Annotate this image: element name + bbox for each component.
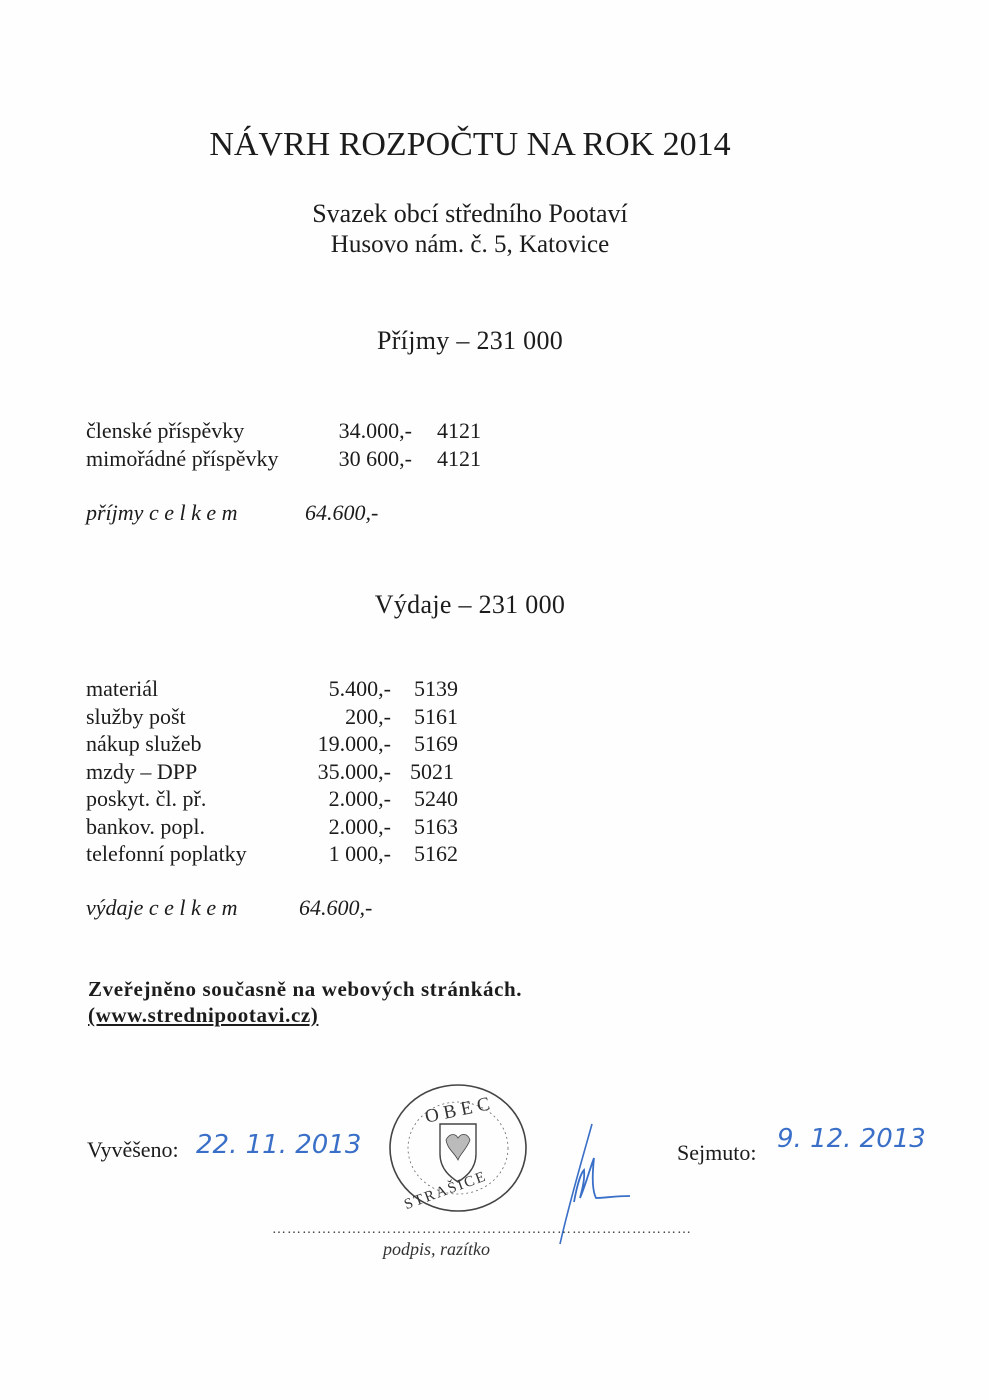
expense-row: [0, 731, 990, 759]
expense-row-label: telefonní poplatky: [86, 841, 247, 866]
expense-row: [0, 841, 990, 869]
income-row-code: 4121: [437, 418, 481, 443]
expense-row-label: služby pošt: [86, 703, 186, 729]
expense-row-label: nákup služeb: [86, 731, 202, 756]
expense-row-code: 5139: [414, 676, 458, 701]
income-row-label: členské příspěvky: [86, 418, 245, 443]
expense-row-amount: 5.400,-: [328, 676, 391, 701]
income-row-amount: 30 600,-: [338, 446, 412, 471]
website-link[interactable]: (www.strednipootavi.cz): [88, 1003, 319, 1027]
official-stamp: [388, 1082, 528, 1219]
income-total-amount: 64.600,-: [305, 500, 379, 525]
expense-row-code: 5161: [414, 703, 458, 729]
expense-row-label: poskyt. čl. př.: [86, 786, 207, 811]
expense-row-amount: 35.000,-: [317, 758, 391, 784]
expense-row-code: 5021: [410, 758, 454, 784]
income-table: [0, 418, 990, 474]
removed-date: 9. 12. 2013: [777, 1124, 926, 1154]
expense-row-code: 5240: [414, 786, 458, 811]
income-row: [0, 446, 990, 474]
posted-label: Vyvěšeno:: [87, 1137, 179, 1162]
organization-name: Svazek obcí středního Pootaví: [312, 199, 628, 228]
signature-caption: podpis, razítko: [383, 1239, 491, 1259]
expense-row-amount: 1 000,-: [328, 841, 391, 866]
organization-address: Husovo nám. č. 5, Katovice: [330, 231, 610, 258]
stamp-bottom-text: STRAŠICE: [402, 1168, 490, 1214]
stamp-top-text: OBEC: [423, 1092, 497, 1128]
expense-row-code: 5162: [414, 841, 458, 866]
expense-row-label: bankov. popl.: [86, 813, 205, 839]
income-row-amount: 34.000,-: [338, 418, 412, 443]
expense-row-code: 5163: [414, 813, 458, 839]
expense-row: [0, 759, 990, 787]
expense-row-label: materiál: [86, 676, 159, 701]
expenses-total-label: výdaje c e l k e m: [86, 895, 238, 920]
publication-note: Zveřejněno současně na webových stránkách.: [88, 977, 523, 1001]
removed-label: Sejmuto:: [677, 1140, 757, 1165]
expenses-table: [0, 676, 990, 869]
document-title: NÁVRH ROZPOČTU NA ROK 2014: [209, 126, 731, 163]
income-row: [0, 418, 990, 446]
expense-row-amount: 2.000,-: [328, 786, 391, 811]
expense-row: [0, 786, 990, 814]
expense-row-amount: 200,-: [345, 703, 391, 729]
income-row-code: 4121: [437, 446, 481, 471]
expenses-heading: Výdaje – 231 000: [374, 590, 566, 619]
expense-row-label: mzdy – DPP: [86, 758, 198, 784]
expense-row: [0, 704, 990, 732]
income-row-label: mimořádné příspěvky: [86, 446, 279, 471]
expense-row-amount: 19.000,-: [317, 731, 391, 756]
expense-row: [0, 814, 990, 842]
expense-row-amount: 2.000,-: [328, 813, 391, 839]
expenses-total-amount: 64.600,-: [299, 895, 373, 920]
expense-row-code: 5169: [414, 731, 458, 756]
signature-line: …………………………………………………………………………: [272, 1222, 692, 1237]
income-heading: Příjmy – 231 000: [376, 326, 564, 355]
income-total-label: příjmy c e l k e m: [86, 500, 238, 525]
expense-row: [0, 676, 990, 704]
posted-date: 22. 11. 2013: [196, 1130, 362, 1160]
